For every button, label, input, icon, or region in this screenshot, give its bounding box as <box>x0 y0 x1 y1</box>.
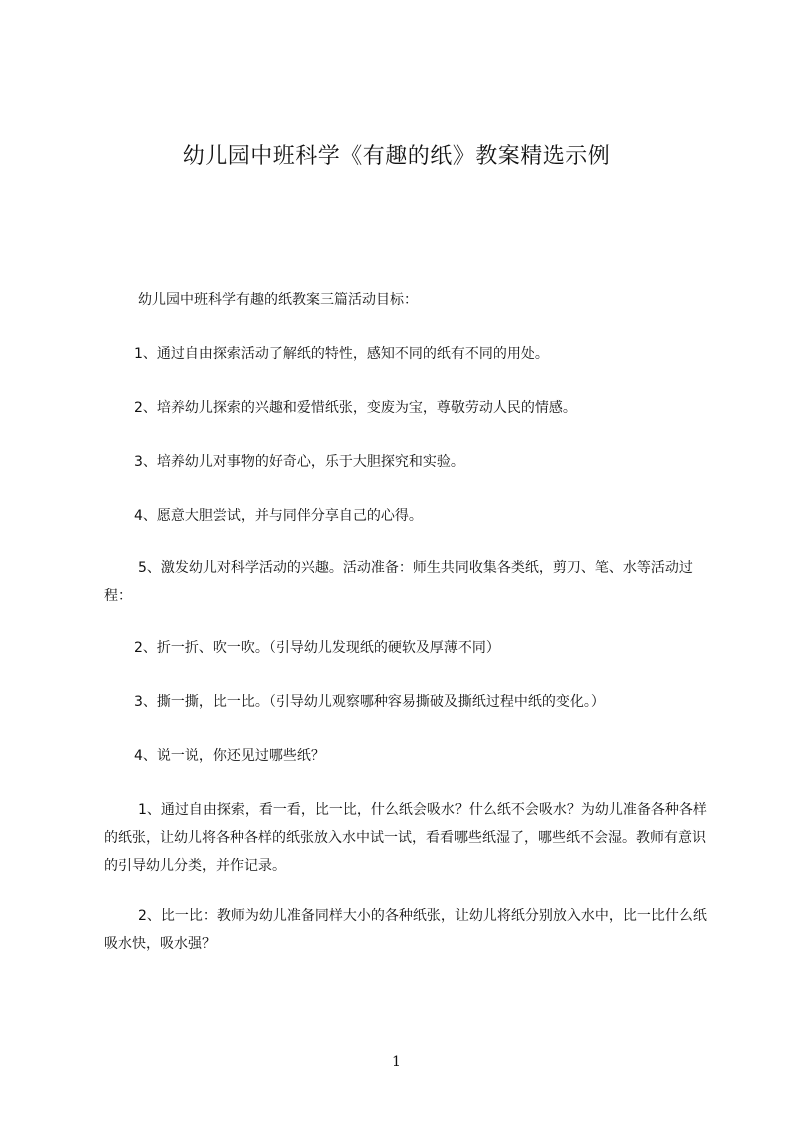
paragraph-step-3: 3、撕一撕，比一比。（引导幼儿观察哪种容易撕破及撕纸过程中纸的变化。） <box>134 694 605 710</box>
paragraph-explore-2: 2、比一比：教师为幼儿准备同样大小的各种纸张，让幼儿将纸分别放入水中，比一比什么纸吸水快，吸水强？ <box>104 908 707 952</box>
paragraph-goal-3: 3、培养幼儿对事物的好奇心，乐于大胆探究和实验。 <box>134 454 465 470</box>
paragraph-explore-1: 1、通过自由探索，看一看，比一比，什么纸会吸水？什么纸不会吸水？为幼儿准备各种各样的纸张，让幼儿将各种各样的纸张放入水中试一试，看看哪些纸湿了，哪些纸不会湿。教师有意识的引导幼儿分类，并作记录。 <box>104 802 707 874</box>
document-title: 幼儿园中班科学《有趣的纸》教案精选示例 <box>182 144 611 169</box>
paragraph-goal-2: 2、培养幼儿探索的兴趣和爱惜纸张，变废为宝，尊敬劳动人民的情感。 <box>134 400 577 416</box>
paragraph-step-2: 2、折一折、吹一吹。（引导幼儿发现纸的硬软及厚薄不同） <box>134 640 500 656</box>
paragraph-goal-4: 4、愿意大胆尝试，并与同伴分享自己的心得。 <box>134 508 423 524</box>
paragraph-step-4: 4、说一说，你还见过哪些纸？ <box>134 748 325 764</box>
page-number: 1 <box>392 1054 401 1070</box>
paragraph-goal-1: 1、通过自由探索活动了解纸的特性，感知不同的纸有不同的用处。 <box>134 346 549 362</box>
paragraph-intro: 幼儿园中班科学有趣的纸教案三篇活动目标： <box>138 292 418 308</box>
paragraph-goal-5: 5、激发幼儿对科学活动的兴趣。活动准备：师生共同收集各类纸，剪刀、笔、水等活动过程： <box>104 560 693 604</box>
